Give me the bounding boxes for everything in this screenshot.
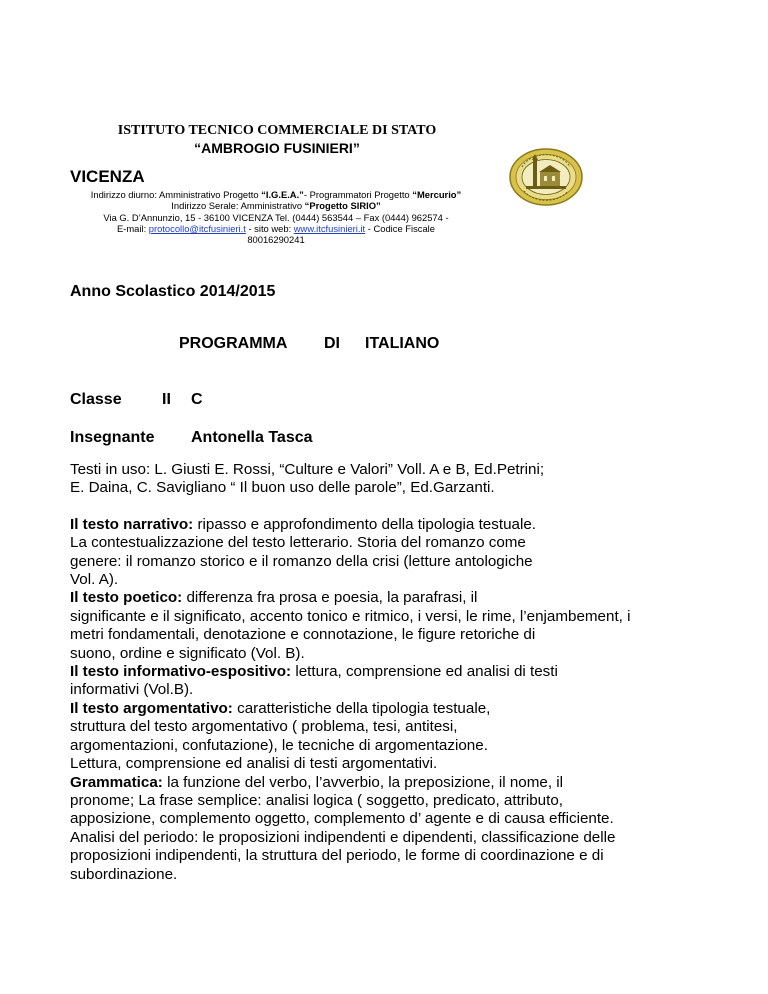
program-word-2: DI (324, 335, 340, 352)
website-link[interactable]: www.itcfusinieri.it (293, 222, 366, 234)
email-link[interactable]: protocollo@itcfusinieri.t (148, 222, 246, 234)
class-section: C (191, 391, 203, 408)
school-year: Anno Scolastico 2014/2015 (70, 283, 276, 300)
argomentativo-section: Il testo argomentativo: caratteristiche della tipologia testuale, (70, 699, 491, 717)
teacher-label: Insegnante (70, 429, 155, 446)
school-logo (508, 147, 584, 207)
contact-line: E-mail: protocollo@itcfusinieri.t - sito web: www.itcfusinieri.it - Codice Fiscale (117, 222, 435, 234)
informativo-section: Il testo informativo-espositivo: lettura, comprensione ed analisi di testi (70, 663, 558, 681)
day-course-line: Indirizzo diurno: Amministrativo Progetto “I.G.E.A.”- Programmatori Progetto “Mercurio” (90, 189, 462, 200)
poetico-section: Il testo poetico: differenza fra prosa e poesia, la parafrasi, il (70, 589, 478, 607)
postal-address: Via G. D’Annunzio, 15 - 36100 VICENZA Tel. (0444) 563544 – Fax (0444) 962574 - (103, 211, 449, 223)
evening-course-line: Indirizzo Serale: Amministrativo “Progetto SIRIO” (171, 200, 381, 212)
city-heading: VICENZA (70, 167, 145, 186)
program-word-1: PROGRAMMA (179, 335, 288, 352)
class-year: II (162, 391, 171, 408)
grammatica-section: Grammatica: la funzione del verbo, l’avverbio, la preposizione, il nome, il (70, 773, 564, 791)
class-label: Classe (70, 391, 122, 408)
program-body: Testi in uso: L. Giusti E. Rossi, “Culture e Valori” Voll. A e B, Ed.Petrini; E. Daina, C. Savigliano “ Il buon uso delle parole”, Ed.Garzanti. Il testo narrativo: ripasso e approfondimento della tipologia testuale. La contestualizzazione del testo letterario. Storia del romanzo come genere: il romanzo storico e il romanzo della crisi (letture antologiche Vol. A). Il testo poetico: differenza fra prosa e poesia, la parafrasi, il significante e il significato, accento tonico e ritmico, i versi, le rime, l’enjambement, i metri fondamentali, denotazione e connotazione, le figure retoriche di suono, ordine e significato (Vol. B). Il testo informativo-espositivo: lettura, comprensione ed analisi di testi informativi (Vol.B). Il testo argomentativo: caratteristiche della tipologia testuale, struttura del testo argomentativo ( problema, tesi, antitesi, argomentazioni, confutazione), le tecniche di argomentazione. Lettura, comprensione ed analisi di testi argomentativi. Grammatica: la funzione del verbo, l’avverbio, la preposizione, il nome, il pronome; La frase semplice: analisi logica ( soggetto, predicato, attributo, apposizione, complemento oggetto, complemento d’ agente e di causa efficiente. Analisi del periodo: le proposizioni indipendenti e dipendenti, classificazione delle proposizioni indipendenti, la struttura del periodo, le forme di coordinazione e di subordinazione. (70, 461, 710, 884)
textbooks-line-1: Testi in uso: L. Giusti E. Rossi, “Culture e Valori” Voll. A e B, Ed.Petrini; (70, 461, 545, 478)
narrativo-section: Il testo narrativo: ripasso e approfondimento della tipologia testuale. (70, 515, 537, 533)
program-word-3: ITALIANO (365, 335, 440, 352)
institute-title: ISTITUTO TECNICO COMMERCIALE DI STATO (117, 123, 437, 138)
textbooks-line-2: E. Daina, C. Savigliano “ Il buon uso delle parole”, Ed.Garzanti. (70, 479, 495, 497)
fiscal-code: 80016290241 (247, 234, 305, 246)
address-block (66, 189, 486, 245)
teacher-name: Antonella Tasca (191, 429, 313, 446)
institute-name: “AMBROGIO FUSINIERI” (194, 140, 360, 156)
